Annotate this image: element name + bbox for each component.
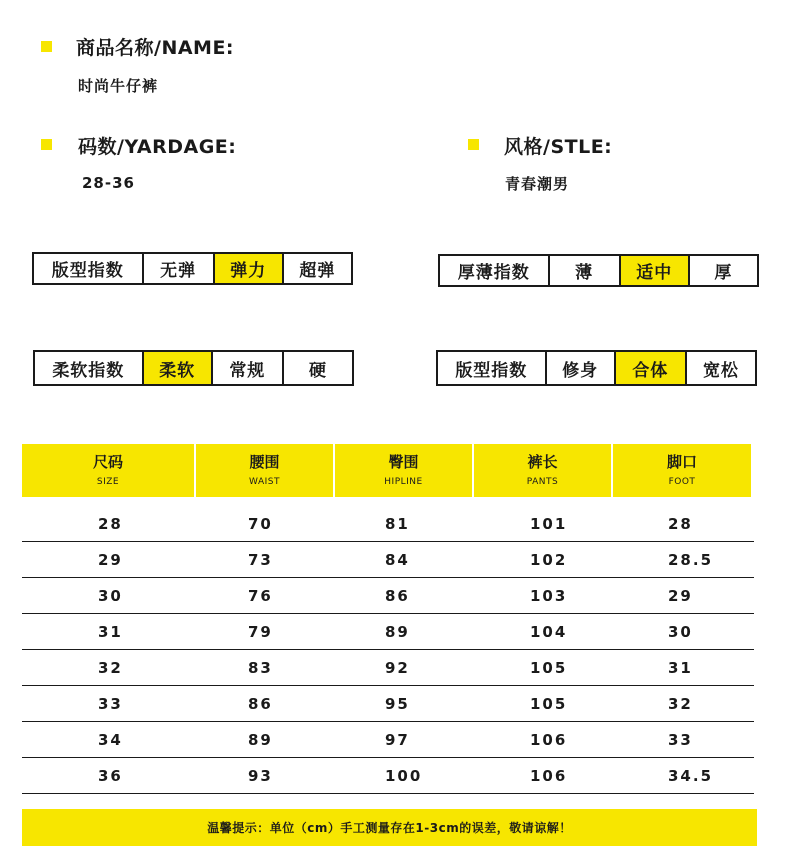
style-bullet: [468, 139, 479, 150]
table-row: [22, 686, 754, 722]
table-row: [22, 722, 754, 758]
shape-index: [436, 350, 757, 386]
name-bullet: [41, 41, 52, 52]
softness-option-2: 常规: [213, 352, 284, 384]
header-foot-cn: 脚口: [666, 453, 697, 471]
thickness-option-1: 薄: [550, 256, 621, 285]
cell-size: 32: [98, 658, 123, 677]
table-row: [22, 506, 754, 542]
cell-hipline: 95: [385, 694, 410, 713]
header-hipline-en: HIPLINE: [384, 477, 423, 487]
header-pants: [472, 444, 611, 497]
cell-pants: 105: [530, 694, 568, 713]
cell-foot: 28.5: [668, 550, 714, 569]
cell-pants: 102: [530, 550, 568, 569]
cell-pants: 103: [530, 586, 568, 605]
fit-option-2: 弹力: [215, 254, 284, 283]
fit-index-title: 版型指数: [34, 254, 144, 283]
cell-hipline: 100: [385, 766, 423, 785]
softness-option-1: 柔软: [144, 352, 213, 384]
shape-option-2: 合体: [616, 352, 687, 384]
cell-hipline: 92: [385, 658, 410, 677]
yardage-value: 28-36: [82, 174, 135, 192]
cell-pants: 106: [530, 730, 568, 749]
cell-waist: 70: [248, 514, 273, 533]
cell-hipline: 89: [385, 622, 410, 641]
cell-foot: 34.5: [668, 766, 714, 785]
header-pants-en: PANTS: [526, 477, 559, 487]
header-hipline: [333, 444, 472, 497]
cell-waist: 89: [248, 730, 273, 749]
yardage-bullet: [41, 139, 52, 150]
cell-hipline: 81: [385, 514, 410, 533]
table-row: [22, 758, 754, 794]
header-pants-cn: 裤长: [527, 453, 558, 471]
cell-foot: 31: [668, 658, 693, 677]
fit-index: [32, 252, 353, 285]
name-label: 商品名称/NAME:: [76, 37, 235, 59]
cell-foot: 32: [668, 694, 693, 713]
size-table-header: [22, 444, 751, 497]
header-size: [22, 444, 194, 497]
cell-pants: 105: [530, 658, 568, 677]
thickness-index-title: 厚薄指数: [440, 256, 550, 285]
cell-waist: 86: [248, 694, 273, 713]
style-value: 青春潮男: [505, 175, 570, 193]
shape-index-title: 版型指数: [438, 352, 547, 384]
cell-pants: 104: [530, 622, 568, 641]
thickness-index: [438, 254, 759, 287]
fit-option-3: 超弹: [299, 261, 336, 281]
header-size-en: SIZE: [96, 477, 120, 487]
table-row: [22, 614, 754, 650]
shape-option-1: 修身: [547, 352, 616, 384]
cell-hipline: 84: [385, 550, 410, 569]
footer-note: 温馨提示：单位（cm）手工测量存在1-3cm的误差，敬请谅解！: [22, 809, 757, 846]
cell-foot: 33: [668, 730, 693, 749]
cell-waist: 83: [248, 658, 273, 677]
cell-foot: 28: [668, 514, 693, 533]
shape-option-3: 宽松: [702, 360, 739, 381]
softness-index: [33, 350, 354, 386]
header-foot: [611, 444, 751, 497]
cell-size: 34: [98, 730, 123, 749]
table-row: [22, 650, 754, 686]
cell-foot: 29: [668, 586, 693, 605]
header-hipline-cn: 臀围: [388, 453, 419, 471]
thickness-option-2: 适中: [621, 256, 690, 285]
cell-pants: 106: [530, 766, 568, 785]
header-size-cn: 尺码: [92, 453, 123, 471]
yardage-label: 码数/YARDAGE:: [78, 136, 237, 158]
name-value: 时尚牛仔裤: [78, 77, 159, 95]
header-foot-en: FOOT: [668, 477, 696, 487]
cell-waist: 76: [248, 586, 273, 605]
cell-hipline: 86: [385, 586, 410, 605]
style-label: 风格/STLE:: [504, 136, 613, 158]
cell-size: 36: [98, 766, 123, 785]
cell-pants: 101: [530, 514, 568, 533]
thickness-option-3: 厚: [714, 263, 733, 283]
table-row: [22, 542, 754, 578]
cell-size: 30: [98, 586, 123, 605]
cell-waist: 73: [248, 550, 273, 569]
fit-option-1: 无弹: [144, 254, 215, 283]
cell-waist: 79: [248, 622, 273, 641]
softness-option-3: 硬: [308, 360, 327, 381]
cell-foot: 30: [668, 622, 693, 641]
cell-size: 28: [98, 514, 123, 533]
cell-size: 29: [98, 550, 123, 569]
cell-waist: 93: [248, 766, 273, 785]
cell-size: 33: [98, 694, 123, 713]
cell-hipline: 97: [385, 730, 410, 749]
header-waist-cn: 腰围: [249, 453, 280, 471]
cell-size: 31: [98, 622, 123, 641]
header-waist: [194, 444, 333, 497]
table-row: [22, 578, 754, 614]
softness-index-title: 柔软指数: [35, 352, 144, 384]
header-waist-en: WAIST: [249, 477, 280, 487]
